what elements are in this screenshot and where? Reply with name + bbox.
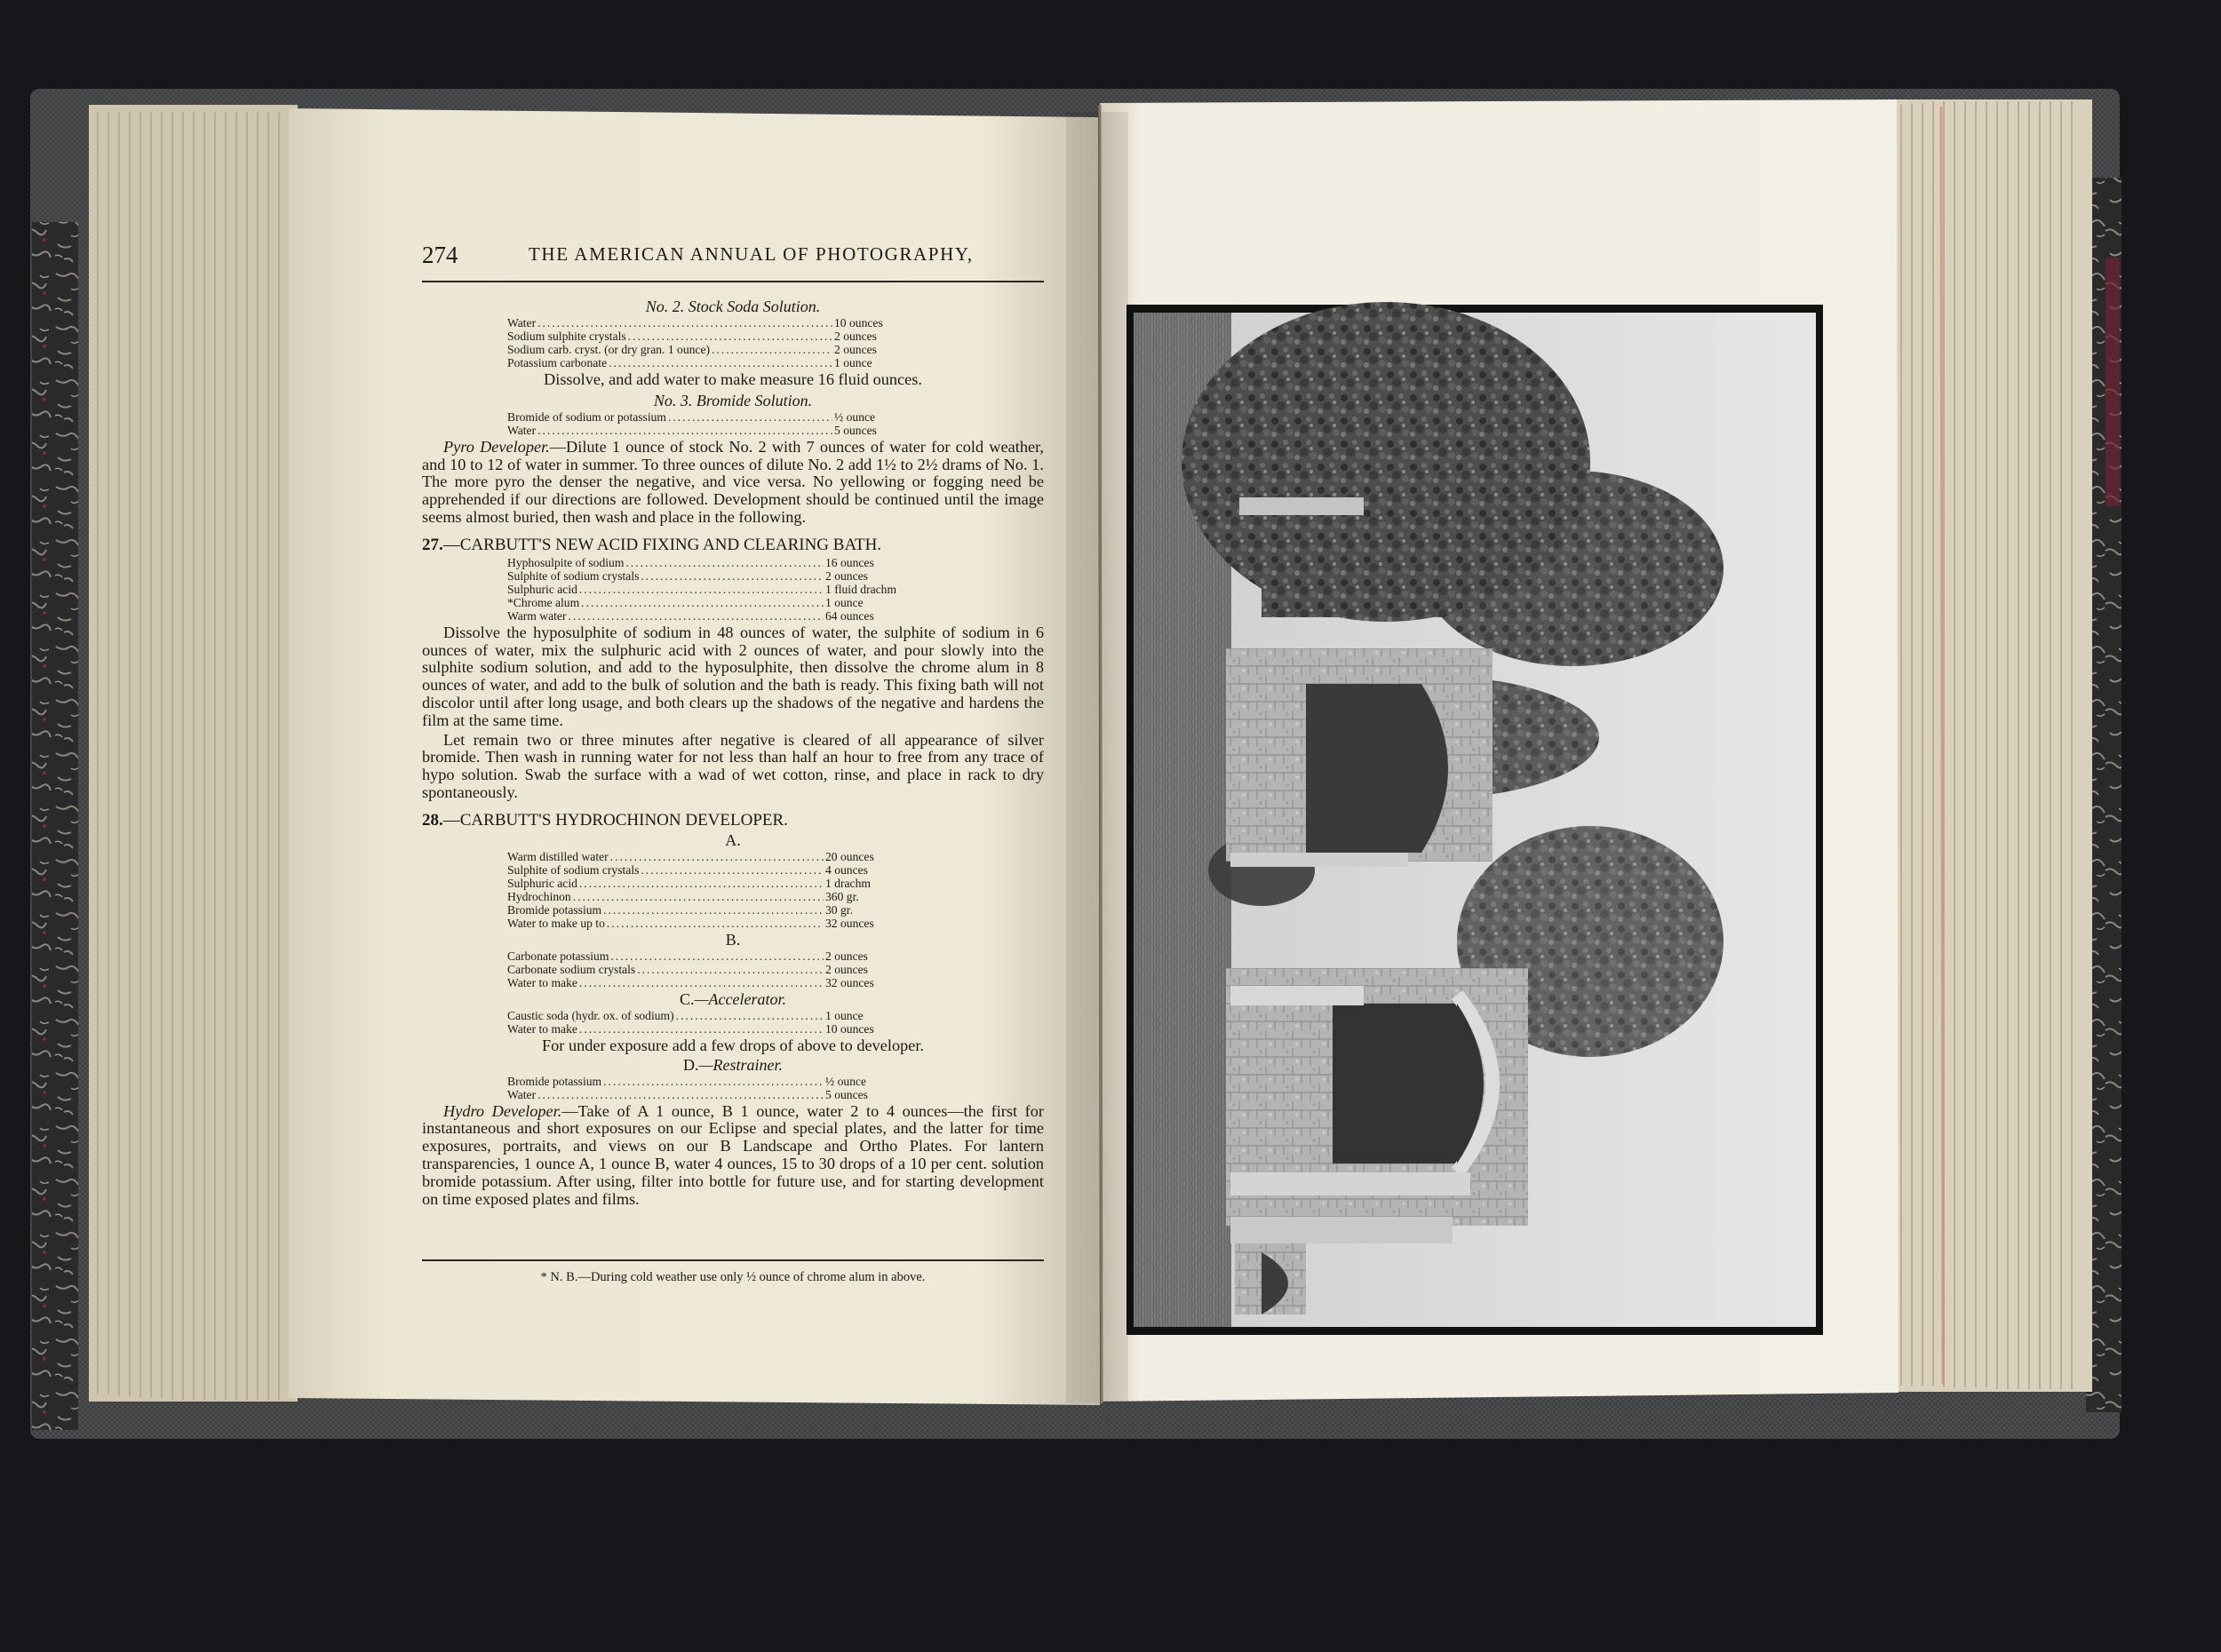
plate-arch-lower-opening [1333,1004,1457,1164]
recipe-row: Hyphosulpite of sodium ..... 16 ounces [507,556,898,569]
recipe-row: Sulphite of sodium crystals ..... 4 ounces [507,863,898,877]
running-head [422,240,1044,270]
recipe-row: Sodium carb. cryst. (or dry gran. 1 ounce) ..... 2 ounces [507,343,907,356]
recipe-row: Carbonate sodium crystals ..... 2 ounces [507,963,898,976]
recipe-row: Caustic soda (hydr. ox. of sodium) ..... 1 ounce [507,1009,898,1022]
recipe-row: Water ..... 5 ounces [507,1088,898,1101]
sub-c-name: —Accelerator. [694,989,786,1008]
footnote-rule [422,1259,1044,1261]
plate-ivy-ruin [1244,373,1475,435]
plate-column-5 [1239,497,1364,515]
section-27-title: —CARBUTT'S NEW ACID FIXING AND CLEARING BATH. [442,535,882,554]
plate-tree-right [1421,471,1723,666]
plate-arch-upper-opening [1306,684,1421,853]
s27-recipe [507,556,898,623]
a-recipe [507,850,898,930]
footnote-block [422,1259,1044,1285]
section-27-number: 27. [422,535,443,554]
no2-title: No. 2. Stock Soda Solution. [645,298,821,315]
c-recipe [507,1009,898,1036]
sub-d-title [422,1057,1044,1074]
s27-paragraph-1: Dissolve the hyposulphite of sodium in 48 ounces of water, the sulphite of sodium in 6 ounces of water, mix the sulphuric acid with 2 ounces of water, and pour slowly into the sulphite sodium solution, and add to the hyposulphite, then dissolve the chrome alum in 8 ounces of water, and add to the bulk of solution and the bath is ready. This fixing bath will not discolor until after long usage, and both clears up the shadows of the negative and hardens the film at the same time. [422,623,1044,729]
pyro-lead: Pyro Developer. [443,437,550,456]
plate-column-4 [1230,853,1408,867]
plate-photograph [1126,302,1823,1335]
no2-note: Dissolve, and add water to make measure 16 fluid ounces. [544,370,922,388]
no3-recipe [507,410,907,437]
sub-c-title [422,991,1044,1008]
running-title: THE AMERICAN ANNUAL OF PHOTOGRAPHY, [529,243,974,265]
s27-paragraph-2: Let remain two or three minutes after negative is cleared of all appearance of silver bromide. Then wash in running water for not less than half an hour to free from any trace of hypo solution. Swab the surface with a wad of wet cotton, rinse, and place in rack to dry spontaneously. [422,730,1044,801]
page-number: 274 [422,242,458,268]
section-28-heading [422,811,1044,830]
section-27-heading [422,536,1044,555]
plate-column-3 [1230,1217,1453,1243]
pyro-paragraph [422,439,1044,527]
plate-ivy-arch [1262,577,1448,617]
recipe-row: Sulphuric acid ..... 1 drachm [507,877,898,890]
sub-c-label: C. [680,989,695,1008]
recipe-row: Water ..... 5 ounces [507,424,907,437]
recipe-row: Potassium carbonate ..... 1 ounce [507,356,907,369]
recipe-row: Sulphite of sodium crystals ..... 2 ounces [507,569,898,583]
no2-recipe [507,316,907,369]
recipe-row: Sulphuric acid ..... 1 fluid drachm [507,583,898,596]
c-note: For under exposure add a few drops of above to developer. [542,1036,924,1054]
hydro-paragraph [422,1103,1044,1209]
gutter-shadow [1066,112,1128,1403]
plate-column-2 [1230,1172,1470,1195]
d-recipe [507,1075,898,1101]
left-page-edges [89,105,298,1402]
recipe-row: Sodium sulphite crystals ..... 2 ounces [507,330,907,343]
pyro-text: —Dilute 1 ounce of stock No. 2 with 7 ounces of water for cold weather, and 10 to 12 of water in summer. To three ounces of dilute No. 2 add 1½ to 2½ drams of No. 1. The more pyro the denser the negative, and vice versa. No yellowing or fogging need be apprehended if our directions are followed. Development should be continued until the image seems almost buried, then wash and place in the following. [422,437,1044,526]
recipe-row: Water to make ..... 32 ounces [507,976,898,989]
sub-b-title: B. [725,930,741,949]
recipe-row: Water to make ..... 10 ounces [507,1022,898,1036]
recipe-row: Warm water ..... 64 ounces [507,609,898,623]
sub-a-title: A. [725,830,741,849]
hydro-text: —Take of A 1 ounce, B 1 ounce, water 2 to 4 ounces—the first for instantaneous and short exposures on our Eclipse and special plates, and the latter for time exposures, portraits, and views on our B Landscape and Ortho Plates. For lantern transparencies, 1 ounce A, 1 ounce B, water 4 ounces, 15 to 30 drops of a 10 per cent. solution bromide potassium. After using, filter into bottle for future use, and for starting development on time exposed plates and films. [422,1101,1044,1208]
sub-d-label: D. [683,1055,699,1074]
b-recipe [507,949,898,989]
footnote: * N. B.—During cold weather use only ½ ounce of chrome alum in above. [540,1270,926,1284]
recipe-row: *Chrome alum ..... 1 ounce [507,596,898,609]
plate-column-1 [1230,986,1364,1005]
section-28-number: 28. [422,810,443,830]
recipe-row: Bromide potassium ..... ½ ounce [507,1075,898,1088]
recipe-row: Water ..... 10 ounces [507,316,907,330]
sub-d-name: —Restrainer. [698,1055,783,1074]
recipe-row: Bromide of sodium or potassium ..... ½ ounce [507,410,907,424]
header-rule [422,281,1044,282]
recipe-row: Hydrochinon ..... 360 gr. [507,890,898,903]
right-page-edges [1888,99,2092,1392]
section-28-title: —CARBUTT'S HYDROCHINON DEVELOPER. [442,810,788,830]
no3-title: No. 3. Bromide Solution. [653,391,813,409]
recipe-row: Warm distilled water ..... 20 ounces [507,850,898,863]
gutter-line [1100,105,1102,1403]
recipe-row: Bromide potassium ..... 30 gr. [507,903,898,917]
hydro-lead: Hydro Developer. [443,1101,562,1120]
recipe-row: Carbonate potassium ..... 2 ounces [507,949,898,963]
marbled-endpaper-left [32,222,78,1430]
marbled-red-fleck [2106,258,2120,506]
recipe-row: Water to make up to ..... 32 ounces [507,917,898,930]
page-body [422,295,1044,1210]
